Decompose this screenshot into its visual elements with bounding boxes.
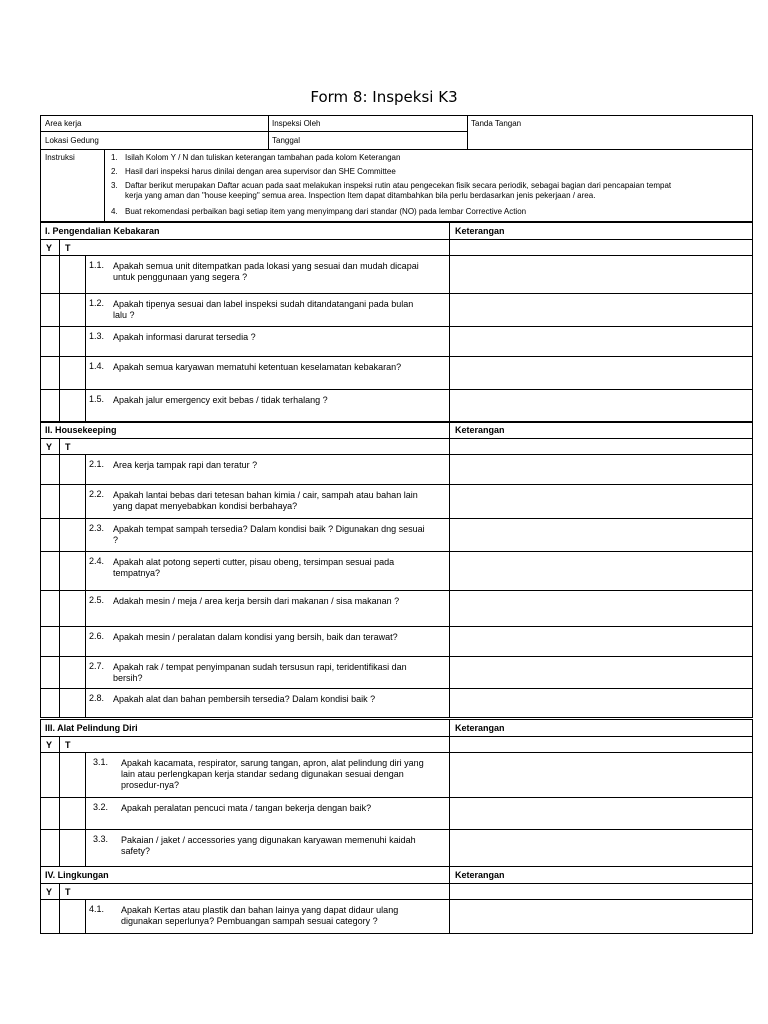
item-question: lain atau perlengkapan kerja standar sedang digunakan sesuai dengan (121, 769, 404, 779)
section-header-line (41, 736, 752, 737)
keterangan-divider (449, 867, 450, 934)
item-question: safety? (121, 846, 151, 856)
yt-row-line (41, 752, 752, 753)
y-t-divider (59, 239, 60, 423)
item-number: 2.6. (89, 631, 105, 641)
item-number: 1.5. (89, 394, 105, 404)
y-column-label: Y (46, 243, 53, 253)
tanda-tangan-label: Tanda Tangan (471, 119, 522, 128)
item-row-line (41, 484, 752, 485)
item-question: Area kerja tampak rapi dan teratur ? (113, 460, 258, 470)
keterangan-header: Keterangan (455, 723, 505, 733)
instruction-number: 1. (111, 153, 118, 162)
item-question: Apakah kacamata, respirator, sarung tangan, apron, alat pelindung diri yang (121, 758, 424, 768)
item-question: tempatnya? (113, 568, 161, 578)
item-question: Apakah informasi darurat tersedia ? (113, 332, 256, 342)
yt-row-line (41, 454, 752, 455)
item-row-line (41, 326, 752, 327)
item-number: 1.1. (89, 260, 105, 270)
section-4 (40, 866, 753, 934)
t-question-divider (85, 256, 86, 423)
keterangan-header: Keterangan (455, 870, 505, 880)
item-question: ? (113, 535, 119, 545)
item-number: 4.1. (89, 904, 105, 914)
item-question: digunakan seperlunya? Pembuangan sampah sesuai category ? (121, 916, 378, 926)
item-question: Adakah mesin / meja / area kerja bersih dari makanan / sisa makanan ? (113, 596, 400, 606)
item-number: 1.4. (89, 361, 105, 371)
item-number: 1.3. (89, 331, 105, 341)
item-question: Apakah rak / tempat penyimpanan sudah tersusun rapi, teridentifikasi dan (113, 662, 407, 672)
inspeksi-oleh-label: Inspeksi Oleh (272, 119, 321, 128)
keterangan-divider (449, 720, 450, 867)
y-t-divider (59, 736, 60, 867)
y-column-label: Y (46, 740, 53, 750)
section-3 (40, 719, 753, 867)
t-column-label: T (65, 243, 71, 253)
item-number: 3.2. (93, 802, 109, 812)
item-number: 2.5. (89, 595, 105, 605)
instruction-number: 4. (111, 207, 118, 216)
item-question: Apakah alat potong seperti cutter, pisau obeng, tersimpan sesuai pada (113, 557, 395, 567)
item-question: Apakah alat dan bahan pembersih tersedia? Dalam kondisi baik ? (113, 694, 376, 704)
y-column-label: Y (46, 442, 53, 452)
y-column-label: Y (46, 887, 53, 897)
keterangan-divider (449, 422, 450, 718)
item-question: Apakah tipenya sesuai dan label inspeksi sudah ditandatangani pada bulan (113, 299, 414, 309)
item-number: 2.2. (89, 489, 105, 499)
item-question: Pakaian / jaket / accessories yang digunakan karyawan memenuhi kaidah (121, 835, 416, 845)
item-question: Apakah tempat sampah tersedia? Dalam kondisi baik ? Digunakan dng sesuai (113, 524, 425, 534)
item-number: 1.2. (89, 298, 105, 308)
instruction-text: Buat rekomendasi perbaikan bagi setiap item yang menyimpang dari standar (NO) pada lembar Corrective Action (125, 207, 527, 216)
yt-row-line (41, 255, 752, 256)
item-number: 2.8. (89, 693, 105, 703)
instruction-text: Isilah Kolom Y / N dan tuliskan keterangan tambahan pada kolom Keterangan (125, 153, 401, 162)
item-question: prosedur-nya? (121, 780, 180, 790)
section-header-line (41, 883, 752, 884)
instruction-number: 3. (111, 181, 118, 190)
item-row-line (41, 590, 752, 591)
item-row-line (41, 829, 752, 830)
item-row-line (41, 518, 752, 519)
section-title: I. Pengendalian Kebakaran (45, 226, 160, 236)
item-question: Apakah Kertas atau plastik dan bahan lainya yang dapat didaur ulang (121, 905, 399, 915)
item-row-line (41, 356, 752, 357)
item-row-line (41, 688, 752, 689)
instruksi-label: Instruksi (45, 153, 75, 162)
y-t-divider (59, 438, 60, 718)
yt-row-line (41, 899, 752, 900)
item-row-line (41, 293, 752, 294)
item-question: bersih? (113, 673, 143, 683)
item-question: Apakah mesin / peralatan dalam kondisi yang bersih, baik dan terawat? (113, 632, 398, 642)
form-title: Form 8: Inspeksi K3 (310, 88, 458, 106)
t-column-label: T (65, 887, 71, 897)
item-question: untuk penggunaan yang segera ? (113, 272, 248, 282)
item-number: 2.3. (89, 523, 105, 533)
instruction-number: 2. (111, 167, 118, 176)
item-number: 3.1. (93, 757, 109, 767)
keterangan-divider (449, 223, 450, 423)
section-title: IV. Lingkungan (45, 870, 109, 880)
section-header-line (41, 438, 752, 439)
tanggal-label: Tanggal (272, 136, 301, 145)
lokasi-gedung-label: Lokasi Gedung (45, 136, 99, 145)
t-column-label: T (65, 442, 71, 452)
item-question: Apakah peralatan pencuci mata / tangan bekerja dengan baik? (121, 803, 372, 813)
item-number: 2.4. (89, 556, 105, 566)
keterangan-header: Keterangan (455, 226, 505, 236)
item-question: lalu ? (113, 310, 135, 320)
item-row-line (41, 626, 752, 627)
item-question: Apakah jalur emergency exit bebas / tidak terhalang ? (113, 395, 328, 405)
header-table (40, 115, 753, 222)
item-row-line (41, 389, 752, 390)
section-header-line (41, 239, 752, 240)
item-question: yang dapat menyebabkan kondisi berbahaya? (113, 501, 298, 511)
t-column-label: T (65, 740, 71, 750)
instruction-text: kerja yang aman dan "house keeping" semua area. Inspection Item dapat ditambahkan bila perlu berdasarkan jenis pekerjaan / area. (125, 191, 596, 200)
keterangan-header: Keterangan (455, 425, 505, 435)
section-1 (40, 222, 753, 423)
instruction-text: Hasil dari inspeksi harus dinilai dengan area supervisor dan SHE Committee (125, 167, 396, 176)
t-question-divider (85, 753, 86, 867)
item-number: 2.1. (89, 459, 105, 469)
item-number: 2.7. (89, 661, 105, 671)
area-kerja-label: Area kerja (45, 119, 82, 128)
section-title: III. Alat Pelindung Diri (45, 723, 138, 733)
t-question-divider (85, 455, 86, 718)
item-question: Apakah semua unit ditempatkan pada lokasi yang sesuai dan mudah dicapai (113, 261, 419, 271)
item-number: 3.3. (93, 834, 109, 844)
section-title: II. Housekeeping (45, 425, 117, 435)
item-question: Apakah lantai bebas dari tetesan bahan kimia / cair, sampah atau bahan lain (113, 490, 418, 500)
t-question-divider (85, 900, 86, 934)
item-question: Apakah semua karyawan mematuhi ketentuan keselamatan kebakaran? (113, 362, 402, 372)
item-row-line (41, 551, 752, 552)
y-t-divider (59, 883, 60, 934)
instruction-text: Daftar berikut merupakan Daftar acuan pada saat melakukan inspeksi rutin atau pengecekan fisik secara periodik, sebagai bagian dari pencapaian tempat (125, 181, 672, 190)
item-row-line (41, 797, 752, 798)
item-row-line (41, 656, 752, 657)
section-2 (40, 421, 753, 718)
